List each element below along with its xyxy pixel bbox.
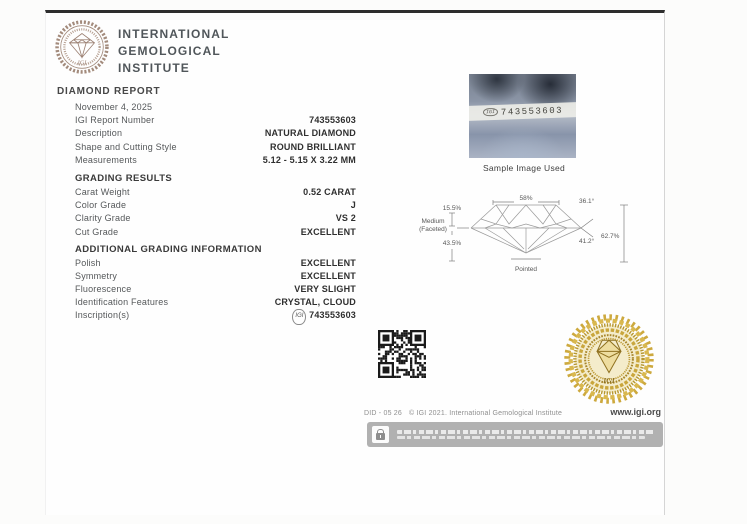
field-value: NATURAL DIAMOND bbox=[264, 128, 356, 139]
table-pct-label: 58% bbox=[519, 195, 533, 202]
security-microtext bbox=[397, 428, 655, 440]
crown-angle-label: 36.1° bbox=[579, 198, 595, 205]
brand-line-2: GEMOLOGICAL bbox=[118, 44, 221, 58]
footer-meta bbox=[364, 410, 562, 417]
cut-profile-diagram bbox=[419, 191, 631, 296]
field-label: Inscription(s) bbox=[75, 310, 130, 321]
report-title: DIAMOND REPORT bbox=[57, 86, 161, 97]
website-link[interactable]: www.igi.org bbox=[610, 407, 661, 417]
qr-code bbox=[378, 330, 426, 378]
field-label: Color Grade bbox=[75, 200, 127, 211]
brand-name bbox=[118, 26, 229, 77]
field-value: EXCELLENT bbox=[300, 270, 356, 281]
security-strip bbox=[367, 422, 663, 447]
field-value: EXCELLENT bbox=[300, 226, 356, 237]
field-value: VS 2 bbox=[335, 213, 356, 224]
field-label: Symmetry bbox=[75, 270, 118, 281]
table-row bbox=[75, 114, 356, 127]
field-label: Fluorescence bbox=[75, 284, 132, 295]
sample-image-caption: Sample Image Used bbox=[482, 163, 566, 173]
table-row bbox=[75, 154, 356, 167]
brand-line-1: INTERNATIONAL bbox=[118, 27, 230, 41]
table-row bbox=[75, 296, 356, 309]
field-value: ROUND BRILLIANT bbox=[270, 141, 356, 152]
field-label: Shape and Cutting Style bbox=[75, 141, 177, 152]
field-value: 0.52 CARAT bbox=[303, 186, 356, 197]
grading-results-heading: GRADING RESULTS bbox=[75, 172, 173, 184]
field-value: 5.12 - 5.15 X 3.22 MM bbox=[262, 154, 356, 165]
report-details bbox=[75, 101, 356, 323]
report-date-row bbox=[75, 101, 356, 114]
field-value: J bbox=[350, 200, 356, 211]
doc-id: DID - 05 26 bbox=[364, 410, 402, 417]
field-label: Identification Features bbox=[75, 297, 169, 308]
inscription-number: 743553603 bbox=[309, 310, 356, 321]
field-label: IGI Report Number bbox=[75, 115, 155, 126]
igi-inscription-glyph-icon: IGI bbox=[483, 108, 498, 117]
pavilion-depth-label: 43.5% bbox=[442, 240, 462, 247]
table-row bbox=[75, 186, 356, 199]
table-row bbox=[75, 283, 356, 296]
pavilion-angle-label: 41.2° bbox=[579, 238, 595, 245]
diamond-report-card bbox=[45, 10, 665, 515]
field-label: Cut Grade bbox=[75, 226, 119, 237]
copyright: © IGI 2021. International Gemological Institute bbox=[409, 410, 563, 417]
field-label: Polish bbox=[75, 257, 101, 268]
sample-diamond-photo bbox=[469, 74, 576, 158]
total-depth-label: 62.7% bbox=[601, 233, 620, 240]
table-row bbox=[75, 226, 356, 239]
field-value: VERY SLIGHT bbox=[294, 284, 356, 295]
report-date: November 4, 2025 bbox=[75, 102, 153, 112]
igi-round-seal-icon bbox=[55, 20, 109, 74]
svg-text:IGI: IGI bbox=[77, 59, 87, 67]
padlock-icon bbox=[372, 426, 389, 443]
field-label: Clarity Grade bbox=[75, 213, 131, 224]
igi-inscription-glyph-icon: IGI bbox=[292, 309, 306, 324]
table-row bbox=[75, 257, 356, 270]
inscription-value bbox=[292, 309, 356, 322]
laser-inscription-number: 743553603 bbox=[500, 105, 564, 118]
table-row bbox=[75, 270, 356, 283]
brand-line-3: INSTITUTE bbox=[118, 61, 190, 75]
field-value: CRYSTAL, CLOUD bbox=[274, 297, 356, 308]
field-value: EXCELLENT bbox=[300, 257, 356, 268]
gold-seal-icon bbox=[562, 313, 656, 405]
field-value: 743553603 bbox=[309, 115, 356, 126]
table-row bbox=[75, 199, 356, 212]
crown-height-label: 15.5% bbox=[442, 205, 462, 212]
additional-grading-heading: ADDITIONAL GRADING INFORMATION bbox=[75, 243, 262, 255]
footer bbox=[364, 407, 661, 417]
field-label: Description bbox=[75, 128, 123, 139]
inscription-row bbox=[75, 309, 356, 322]
field-label: Measurements bbox=[75, 154, 137, 165]
table-row bbox=[75, 127, 356, 140]
table-row bbox=[75, 212, 356, 225]
table-row bbox=[75, 141, 356, 154]
laser-inscription-band bbox=[469, 102, 576, 121]
culet-label: Pointed bbox=[514, 266, 538, 273]
field-label: Carat Weight bbox=[75, 186, 130, 197]
svg-text:IGI: IGI bbox=[603, 375, 615, 385]
girdle-label-1: Medium bbox=[421, 218, 445, 225]
girdle-label-2: (Faceted) bbox=[419, 226, 447, 233]
